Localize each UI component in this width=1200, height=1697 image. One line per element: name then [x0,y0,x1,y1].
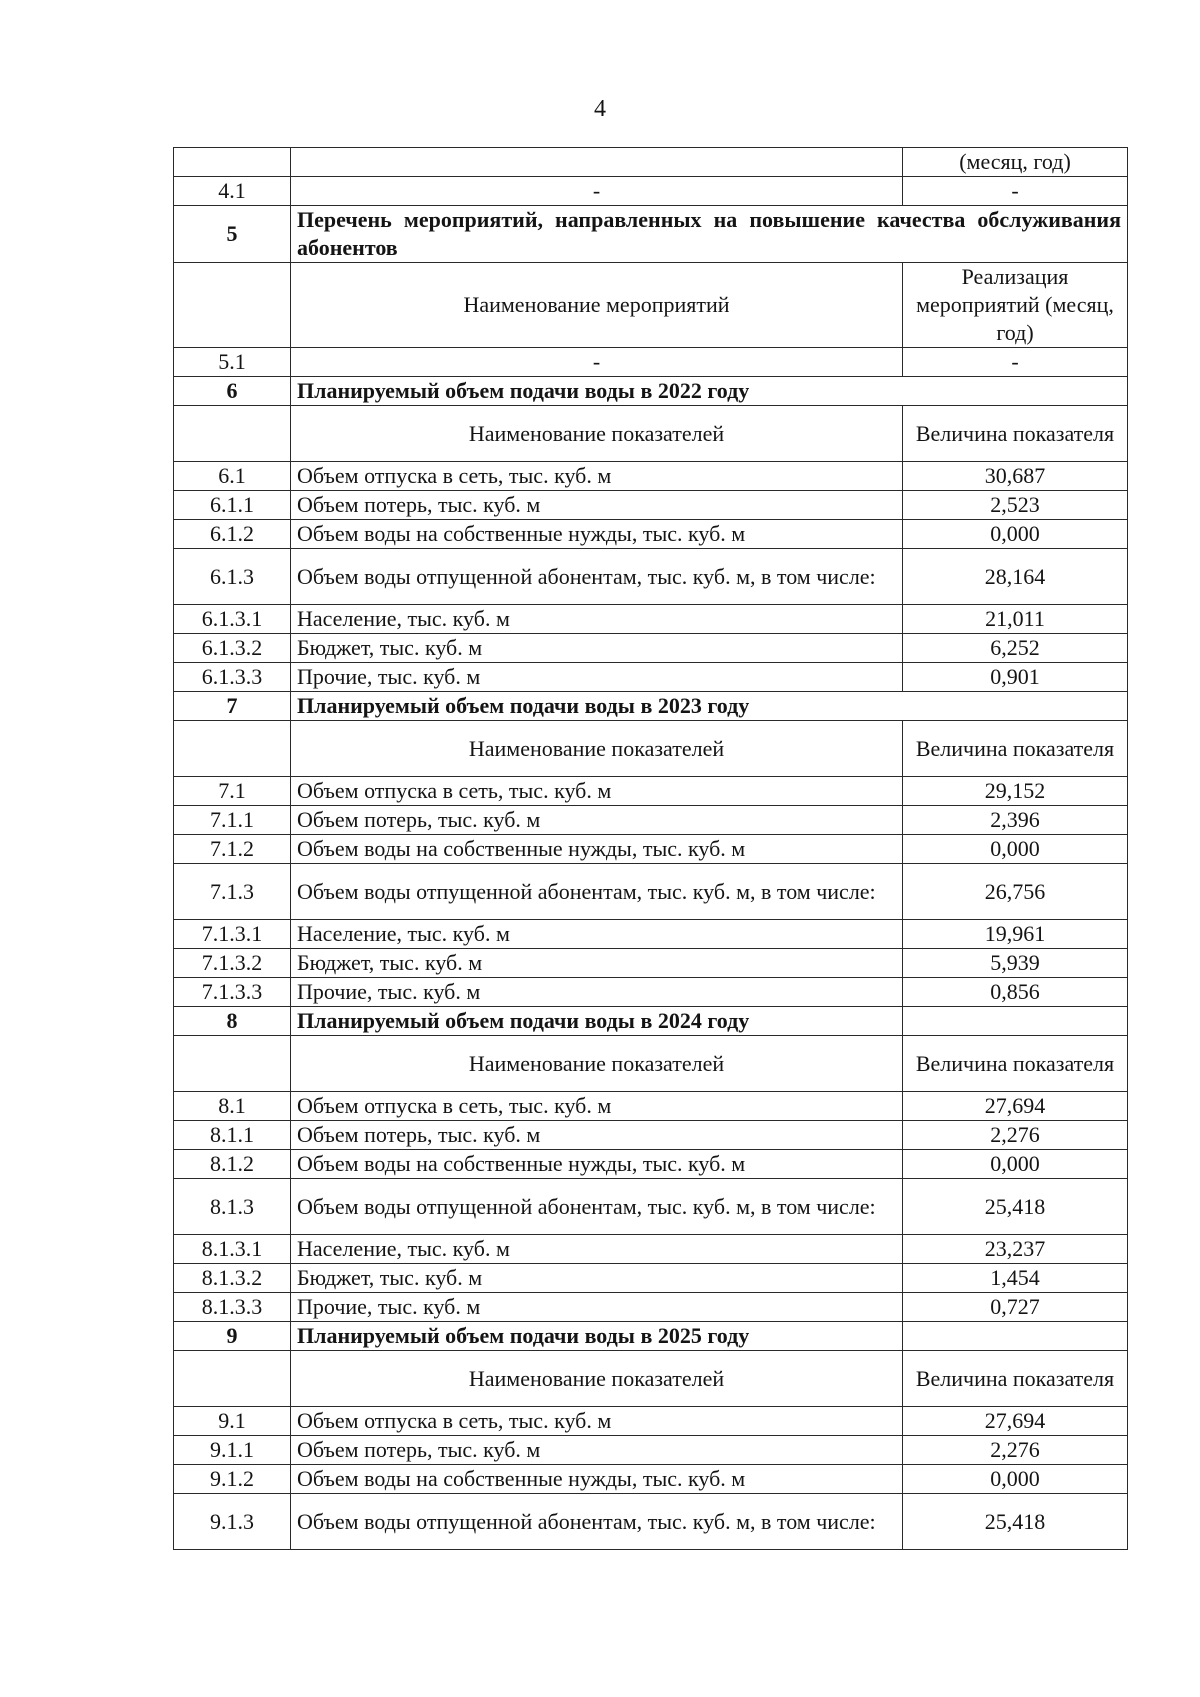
column-header-value: Величина показателя [903,406,1128,462]
table-row [174,549,1128,605]
indicator-value: 0,000 [903,520,1128,549]
section-title: Перечень мероприятий, направленных на повышение качества обслуживания абонентов [291,206,1128,263]
water-supply-table [173,147,1128,1550]
table-row [174,920,1128,949]
row-number: 8.1.2 [174,1150,291,1179]
row-number: 7.1.3.3 [174,978,291,1007]
indicator-value: 27,694 [903,1407,1128,1436]
row-number [174,148,291,177]
indicator-value: 2,523 [903,491,1128,520]
column-header-name: Наименование показателей [291,1351,903,1407]
row-number: 8 [174,1007,291,1036]
row-number: 6.1.2 [174,520,291,549]
page-number: 4 [594,96,606,122]
section-title: Планируемый объем подачи воды в 2025 году [291,1322,903,1351]
column-header-name: Наименование показателей [291,1036,903,1092]
indicator-name: Население, тыс. куб. м [291,1235,903,1264]
indicator-value: 30,687 [903,462,1128,491]
table-row [174,1150,1128,1179]
row-number: 7.1.3 [174,864,291,920]
row-number [174,1036,291,1092]
indicator-value: 26,756 [903,864,1128,920]
row-number: 6.1.3 [174,549,291,605]
table-row [174,663,1128,692]
indicator-name: Объем воды отпущенной абонентам, тыс. куб. м, в том числе: [291,1494,903,1550]
column-header-name: Наименование мероприятий [291,263,903,348]
indicator-name: Прочие, тыс. куб. м [291,663,903,692]
column-header-value: Величина показателя [903,721,1128,777]
column-header-name: Наименование показателей [291,721,903,777]
indicator-value: 2,276 [903,1436,1128,1465]
table-row [174,806,1128,835]
row-number [174,263,291,348]
indicator-value: - [903,348,1128,377]
indicator-value: 28,164 [903,549,1128,605]
indicator-value: 19,961 [903,920,1128,949]
column-header-name: Наименование показателей [291,406,903,462]
indicator-name: Объем воды на собственные нужды, тыс. куб. м [291,1465,903,1494]
header-row [174,721,1128,777]
table-row [174,348,1128,377]
indicator-name: Бюджет, тыс. куб. м [291,949,903,978]
indicator-name: Бюджет, тыс. куб. м [291,1264,903,1293]
row-number: 6 [174,377,291,406]
indicator-name: Прочие, тыс. куб. м [291,978,903,1007]
indicator-name: Объем потерь, тыс. куб. м [291,491,903,520]
indicator-value: 0,901 [903,663,1128,692]
indicator-value: 1,454 [903,1264,1128,1293]
section-title: Планируемый объем подачи воды в 2024 году [291,1007,903,1036]
table-row [174,1436,1128,1465]
indicator-name: Объем воды отпущенной абонентам, тыс. куб. м, в том числе: [291,549,903,605]
row-number: 9 [174,1322,291,1351]
column-header-name [291,148,903,177]
table-row [174,634,1128,663]
table-row [174,491,1128,520]
indicator-value: 2,276 [903,1121,1128,1150]
row-number [174,1351,291,1407]
column-header-value: Величина показателя [903,1351,1128,1407]
row-number: 5.1 [174,348,291,377]
indicator-name: Объем воды на собственные нужды, тыс. куб. м [291,1150,903,1179]
table-row [174,1235,1128,1264]
row-number: 6.1.3.2 [174,634,291,663]
row-number [174,721,291,777]
row-number: 8.1.3 [174,1179,291,1235]
indicator-value: 0,000 [903,1465,1128,1494]
row-number: 5 [174,206,291,263]
indicator-value: 0,727 [903,1293,1128,1322]
row-number: 6.1.3.3 [174,663,291,692]
header-row [174,406,1128,462]
column-header-value: Реализация мероприятий (месяц, год) [903,263,1128,348]
table-row [174,978,1128,1007]
header-row [174,1351,1128,1407]
indicator-value: 21,011 [903,605,1128,634]
row-number: 7.1.1 [174,806,291,835]
section-row [174,377,1128,406]
row-number: 7.1.3.2 [174,949,291,978]
table-row [174,864,1128,920]
table-row [174,1121,1128,1150]
indicator-name: Население, тыс. куб. м [291,605,903,634]
indicator-name: Объем воды на собственные нужды, тыс. куб. м [291,835,903,864]
indicator-name: - [291,177,903,206]
row-number [174,406,291,462]
indicator-name: Прочие, тыс. куб. м [291,1293,903,1322]
indicator-value: 2,396 [903,806,1128,835]
indicator-value: 25,418 [903,1179,1128,1235]
indicator-value: 0,000 [903,835,1128,864]
column-header-value: (месяц, год) [903,148,1128,177]
indicator-name: - [291,348,903,377]
indicator-value: 0,000 [903,1150,1128,1179]
indicator-value: 27,694 [903,1092,1128,1121]
table-row [174,1293,1128,1322]
row-number: 8.1.3.1 [174,1235,291,1264]
row-number: 8.1.3.2 [174,1264,291,1293]
indicator-name: Население, тыс. куб. м [291,920,903,949]
indicator-name: Объем воды отпущенной абонентам, тыс. куб. м, в том числе: [291,864,903,920]
table-row [174,177,1128,206]
indicator-name: Объем потерь, тыс. куб. м [291,806,903,835]
row-number: 7.1.2 [174,835,291,864]
indicator-value: 5,939 [903,949,1128,978]
indicator-name: Объем воды отпущенной абонентам, тыс. куб. м, в том числе: [291,1179,903,1235]
table-body [174,148,1128,1550]
table-row [174,1407,1128,1436]
indicator-name: Бюджет, тыс. куб. м [291,634,903,663]
column-header-value: Величина показателя [903,1036,1128,1092]
row-number: 7.1.3.1 [174,920,291,949]
section-row [174,692,1128,721]
row-number: 7.1 [174,777,291,806]
row-number: 8.1.1 [174,1121,291,1150]
section-row [174,1007,1128,1036]
section-row [174,1322,1128,1351]
indicator-value: - [903,177,1128,206]
section-title: Планируемый объем подачи воды в 2022 году [291,377,1128,406]
indicator-name: Объем отпуска в сеть, тыс. куб. м [291,777,903,806]
row-number: 8.1.3.3 [174,1293,291,1322]
row-number: 6.1.1 [174,491,291,520]
empty-cell [903,1007,1128,1036]
table-row [174,835,1128,864]
row-number: 6.1 [174,462,291,491]
empty-cell [903,1322,1128,1351]
indicator-value: 0,856 [903,978,1128,1007]
row-number: 9.1.2 [174,1465,291,1494]
indicator-name: Объем воды на собственные нужды, тыс. куб. м [291,520,903,549]
indicator-name: Объем потерь, тыс. куб. м [291,1121,903,1150]
row-number: 7 [174,692,291,721]
indicator-name: Объем потерь, тыс. куб. м [291,1436,903,1465]
section-row [174,206,1128,263]
indicator-name: Объем отпуска в сеть, тыс. куб. м [291,1092,903,1121]
table-row [174,520,1128,549]
header-row [174,1036,1128,1092]
row-number: 4.1 [174,177,291,206]
row-number: 8.1 [174,1092,291,1121]
row-number: 9.1.1 [174,1436,291,1465]
row-number: 9.1.3 [174,1494,291,1550]
table-row [174,462,1128,491]
table-row [174,605,1128,634]
section-title: Планируемый объем подачи воды в 2023 году [291,692,1128,721]
table-row [174,1092,1128,1121]
indicator-value: 23,237 [903,1235,1128,1264]
table-row [174,1179,1128,1235]
indicator-name: Объем отпуска в сеть, тыс. куб. м [291,1407,903,1436]
indicator-value: 29,152 [903,777,1128,806]
table-row [174,1465,1128,1494]
table-row [174,1264,1128,1293]
table-row [174,777,1128,806]
table-row [174,1494,1128,1550]
indicator-value: 6,252 [903,634,1128,663]
row-number: 6.1.3.1 [174,605,291,634]
header-row [174,263,1128,348]
table-row [174,949,1128,978]
indicator-value: 25,418 [903,1494,1128,1550]
indicator-name: Объем отпуска в сеть, тыс. куб. м [291,462,903,491]
header-row [174,148,1128,177]
row-number: 9.1 [174,1407,291,1436]
